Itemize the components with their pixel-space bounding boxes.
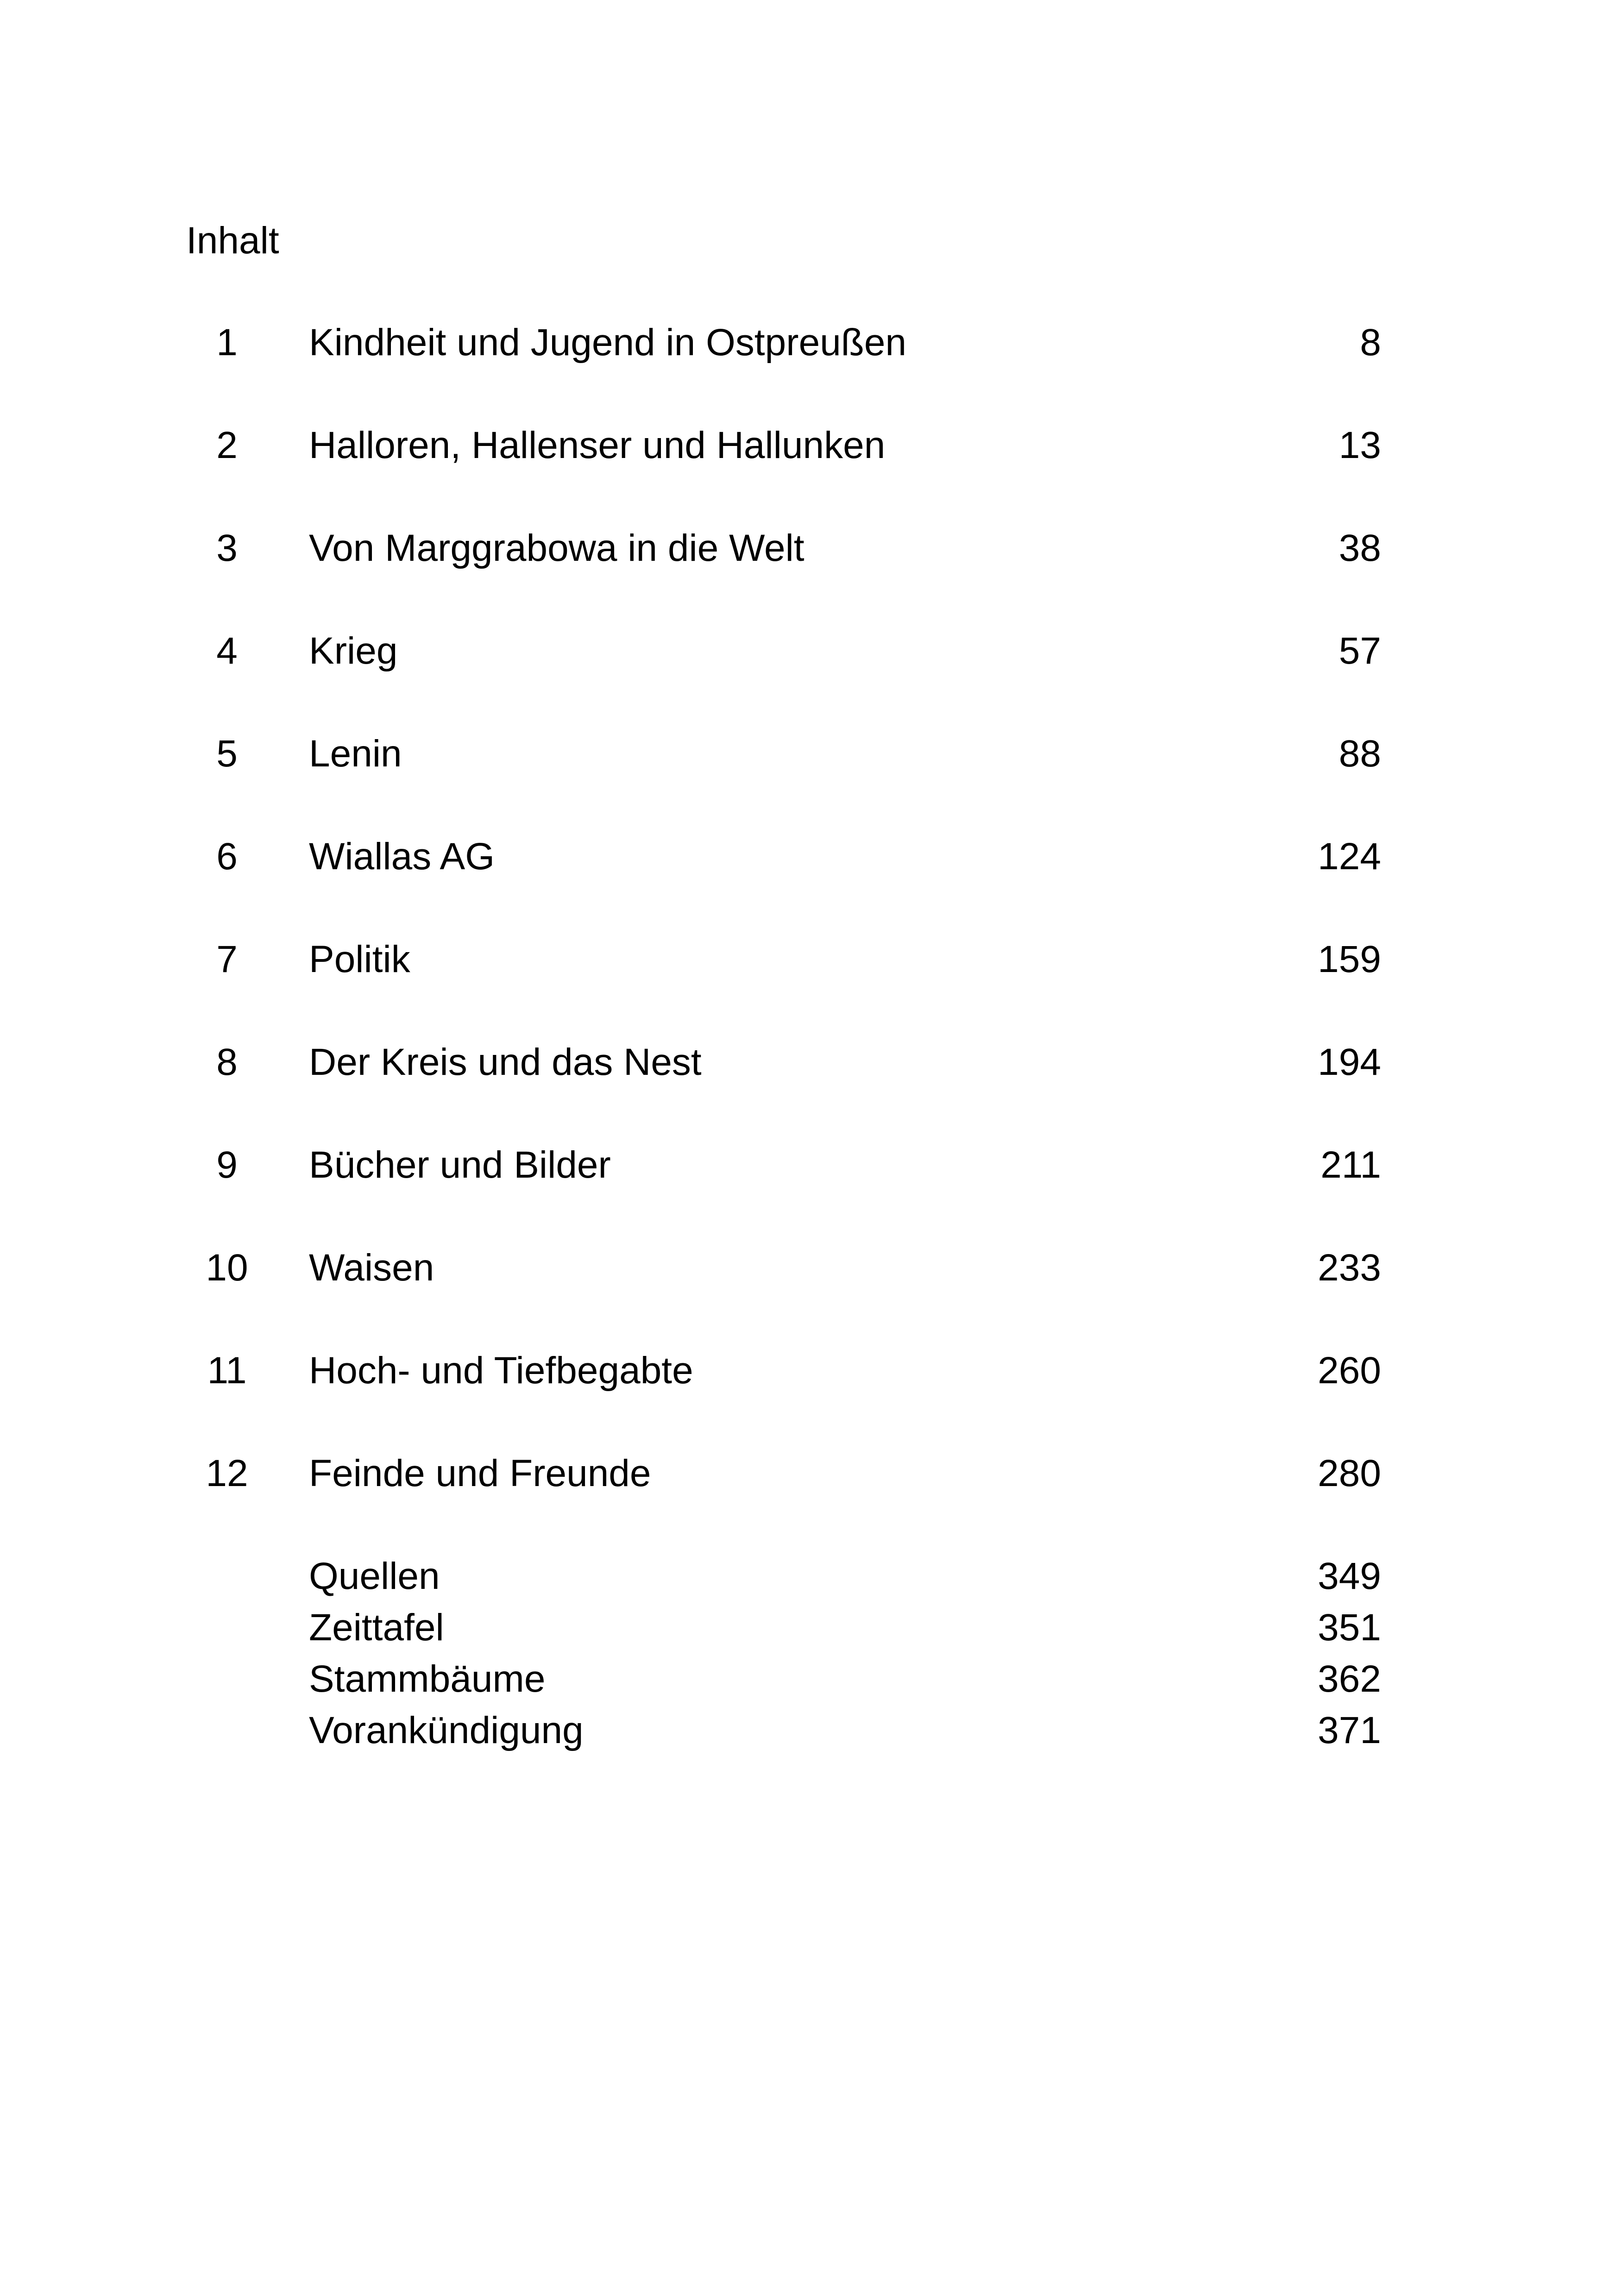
page-number: 211: [1320, 1144, 1381, 1186]
chapter-title: Bücher und Bilder: [309, 1144, 611, 1186]
toc-entry: [0, 834, 1621, 880]
page-number: 280: [1318, 1452, 1381, 1494]
appendix-entry: [0, 1656, 1621, 1702]
toc-entry: [0, 1039, 1621, 1085]
page-title: Inhalt: [186, 220, 279, 262]
toc-entry: [0, 1348, 1621, 1394]
page-number: 13: [1338, 424, 1381, 466]
page-number: 38: [1338, 527, 1381, 569]
toc-entry: [0, 320, 1621, 366]
chapter-title: Politik: [309, 938, 410, 980]
chapter-number: 10: [206, 1247, 248, 1289]
chapter-title: Lenin: [309, 733, 402, 775]
toc-entry: [0, 422, 1621, 469]
chapter-title: Kindheit und Jugend in Ostpreußen: [309, 321, 907, 364]
page-number: 124: [1318, 835, 1381, 878]
chapter-number: 3: [216, 527, 238, 569]
chapter-number: 8: [216, 1041, 238, 1083]
chapter-title: Waisen: [309, 1247, 434, 1289]
chapter-number: 5: [216, 733, 238, 775]
chapter-number: 4: [216, 630, 238, 672]
chapter-number: 7: [216, 938, 238, 980]
toc-entry: [0, 1245, 1621, 1291]
page-number: 88: [1338, 733, 1381, 775]
chapter-title: Hoch- und Tiefbegabte: [309, 1349, 693, 1392]
appendix-entry: [0, 1707, 1621, 1754]
page-number: 351: [1318, 1606, 1381, 1649]
appendix-title: Zeittafel: [309, 1606, 444, 1649]
page-number: 349: [1318, 1555, 1381, 1597]
toc-entry: [0, 525, 1621, 571]
toc-entry: [0, 628, 1621, 674]
appendix-entry: [0, 1605, 1621, 1651]
chapter-number: 2: [216, 424, 238, 466]
appendix-title: Stammbäume: [309, 1658, 546, 1700]
chapter-title: Feinde und Freunde: [309, 1452, 651, 1494]
chapter-number: 6: [216, 835, 238, 878]
appendix-entry: [0, 1553, 1621, 1600]
toc-entry: [0, 1142, 1621, 1188]
chapter-title: Krieg: [309, 630, 398, 672]
appendix-title: Quellen: [309, 1555, 440, 1597]
toc-entry: [0, 731, 1621, 777]
page-number: 159: [1318, 938, 1381, 980]
page-number: 362: [1318, 1658, 1381, 1700]
chapter-number: 1: [216, 321, 238, 364]
chapter-number: 12: [206, 1452, 248, 1494]
chapter-title: Wiallas AG: [309, 835, 495, 878]
page-number: 194: [1318, 1041, 1381, 1083]
chapter-title: Halloren, Hallenser und Hallunken: [309, 424, 886, 466]
chapter-number: 11: [207, 1349, 247, 1392]
page-number: 57: [1338, 630, 1381, 672]
chapter-number: 9: [216, 1144, 238, 1186]
chapter-title: Von Marggrabowa in die Welt: [309, 527, 804, 569]
toc-entry: [0, 936, 1621, 983]
appendix-title: Vorankündigung: [309, 1709, 584, 1751]
chapter-title: Der Kreis und das Nest: [309, 1041, 702, 1083]
page-number: 8: [1360, 321, 1381, 364]
page-number: 260: [1318, 1349, 1381, 1392]
page-number: 233: [1318, 1247, 1381, 1289]
page-number: 371: [1318, 1709, 1381, 1751]
toc-entry: [0, 1450, 1621, 1497]
